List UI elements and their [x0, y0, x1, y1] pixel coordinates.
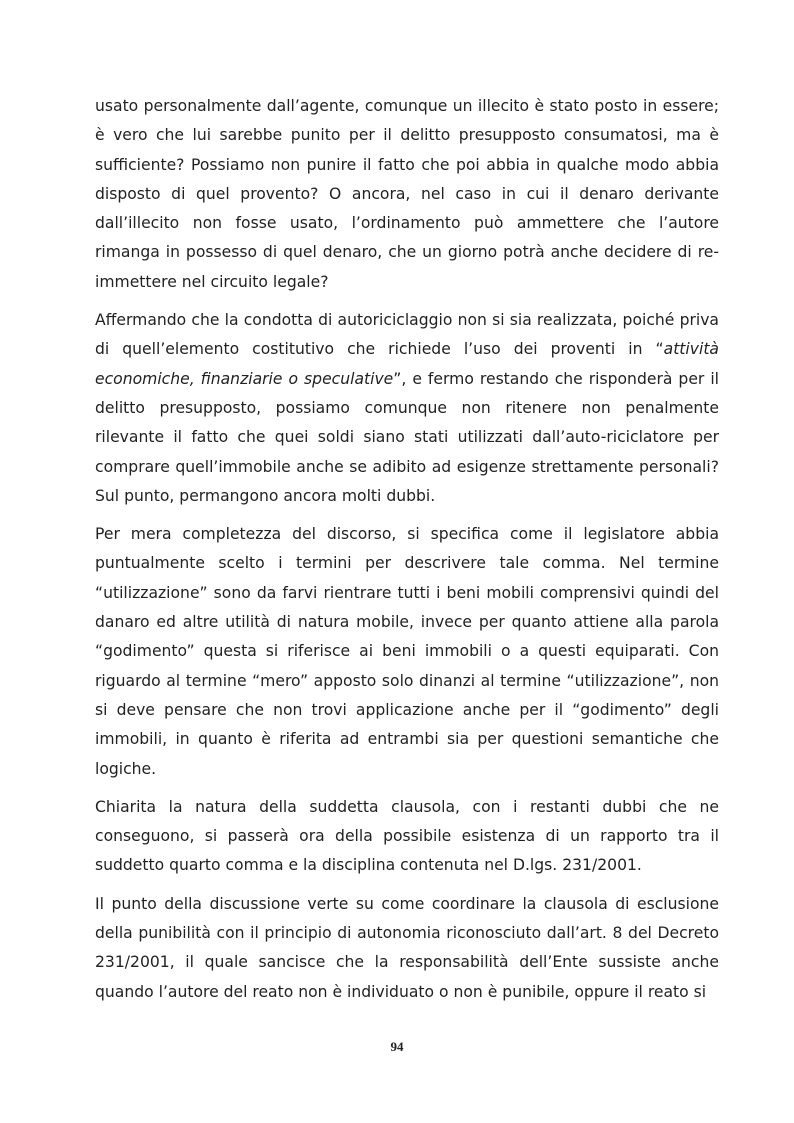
page-number: 94: [390, 1039, 404, 1054]
paragraph-2: [95, 306, 719, 511]
paragraph-4-text: Chiarita la natura della suddetta clausola, con i restanti dubbi che ne conseguono, si passerà ora della possibile esistenza di un rapporto tra il suddetto quarto comma e la disciplina contenuta nel D.lgs. 231/2001.: [95, 797, 719, 875]
paragraph-4: [95, 793, 719, 881]
paragraph-1: [95, 92, 719, 297]
paragraph-3-text: Per mera completezza del discorso, si specifica come il legislatore abbia puntualmente scelto i termini per descrivere tale comma. Nel termine “utilizzazione” sono da farvi rientrare tutti i beni mobili comprensivi quindi del danaro ed altre utilità di natura mobile, invece per quanto attiene alla parola “godimento” questa si riferisce ai beni immobili o a questi equiparati. Con riguardo al termine “mero” apposto solo dinanzi al termine “utilizzazione”, non si deve pensare che non trovi applicazione anche per il “godimento” degli immobili, in quanto è riferita ad entrambi sia per questioni semantiche che logiche.: [95, 525, 719, 778]
paragraph-2-text-end: ”, e fermo restando che risponderà per il delitto presupposto, possiamo comunque non ritenere non penalmente rilevante il fatto che quei soldi siano stati utilizzati dall’auto-riciclatore per comprare quell’immobile anche se adibito ad esigenze strettamente personali? Sul punto, permangono ancora molti dubbi.: [95, 369, 719, 505]
paragraph-2-text-start: Affermando che la condotta di autoriciclaggio non si sia realizzata, poiché priva di quell’elemento costitutivo che richiede l’uso dei proventi in “: [95, 311, 719, 359]
document-body: [95, 92, 719, 1016]
paragraph-5-text: Il punto della discussione verte su come coordinare la clausola di esclusione della punibilità con il principio di autonomia riconosciuto dall’art. 8 del Decreto 231/2001, il quale sancisce che la responsabilità dell’Ente sussiste anche quando l’autore del reato non è individuato o non è punibile, oppure il reato si: [95, 894, 719, 1001]
paragraph-5: [95, 890, 719, 1007]
paragraph-3: [95, 520, 719, 784]
paragraph-2-italic-quote: attività economiche, finanziarie o speculative: [95, 340, 719, 388]
paragraph-1-text: usato personalmente dall’agente, comunque un illecito è stato posto in essere; è vero che lui sarebbe punito per il delitto presupposto consumatosi, ma è sufficiente? Possiamo non punire il fatto che poi abbia in qualche modo abbia disposto di quel provento? O ancora, nel caso in cui il denaro derivante dall’illecito non fosse usato, l’ordinamento può ammettere che l’autore rimanga in possesso di quel denaro, che un giorno potrà anche decidere di re-immettere nel circuito legale?: [95, 97, 719, 291]
